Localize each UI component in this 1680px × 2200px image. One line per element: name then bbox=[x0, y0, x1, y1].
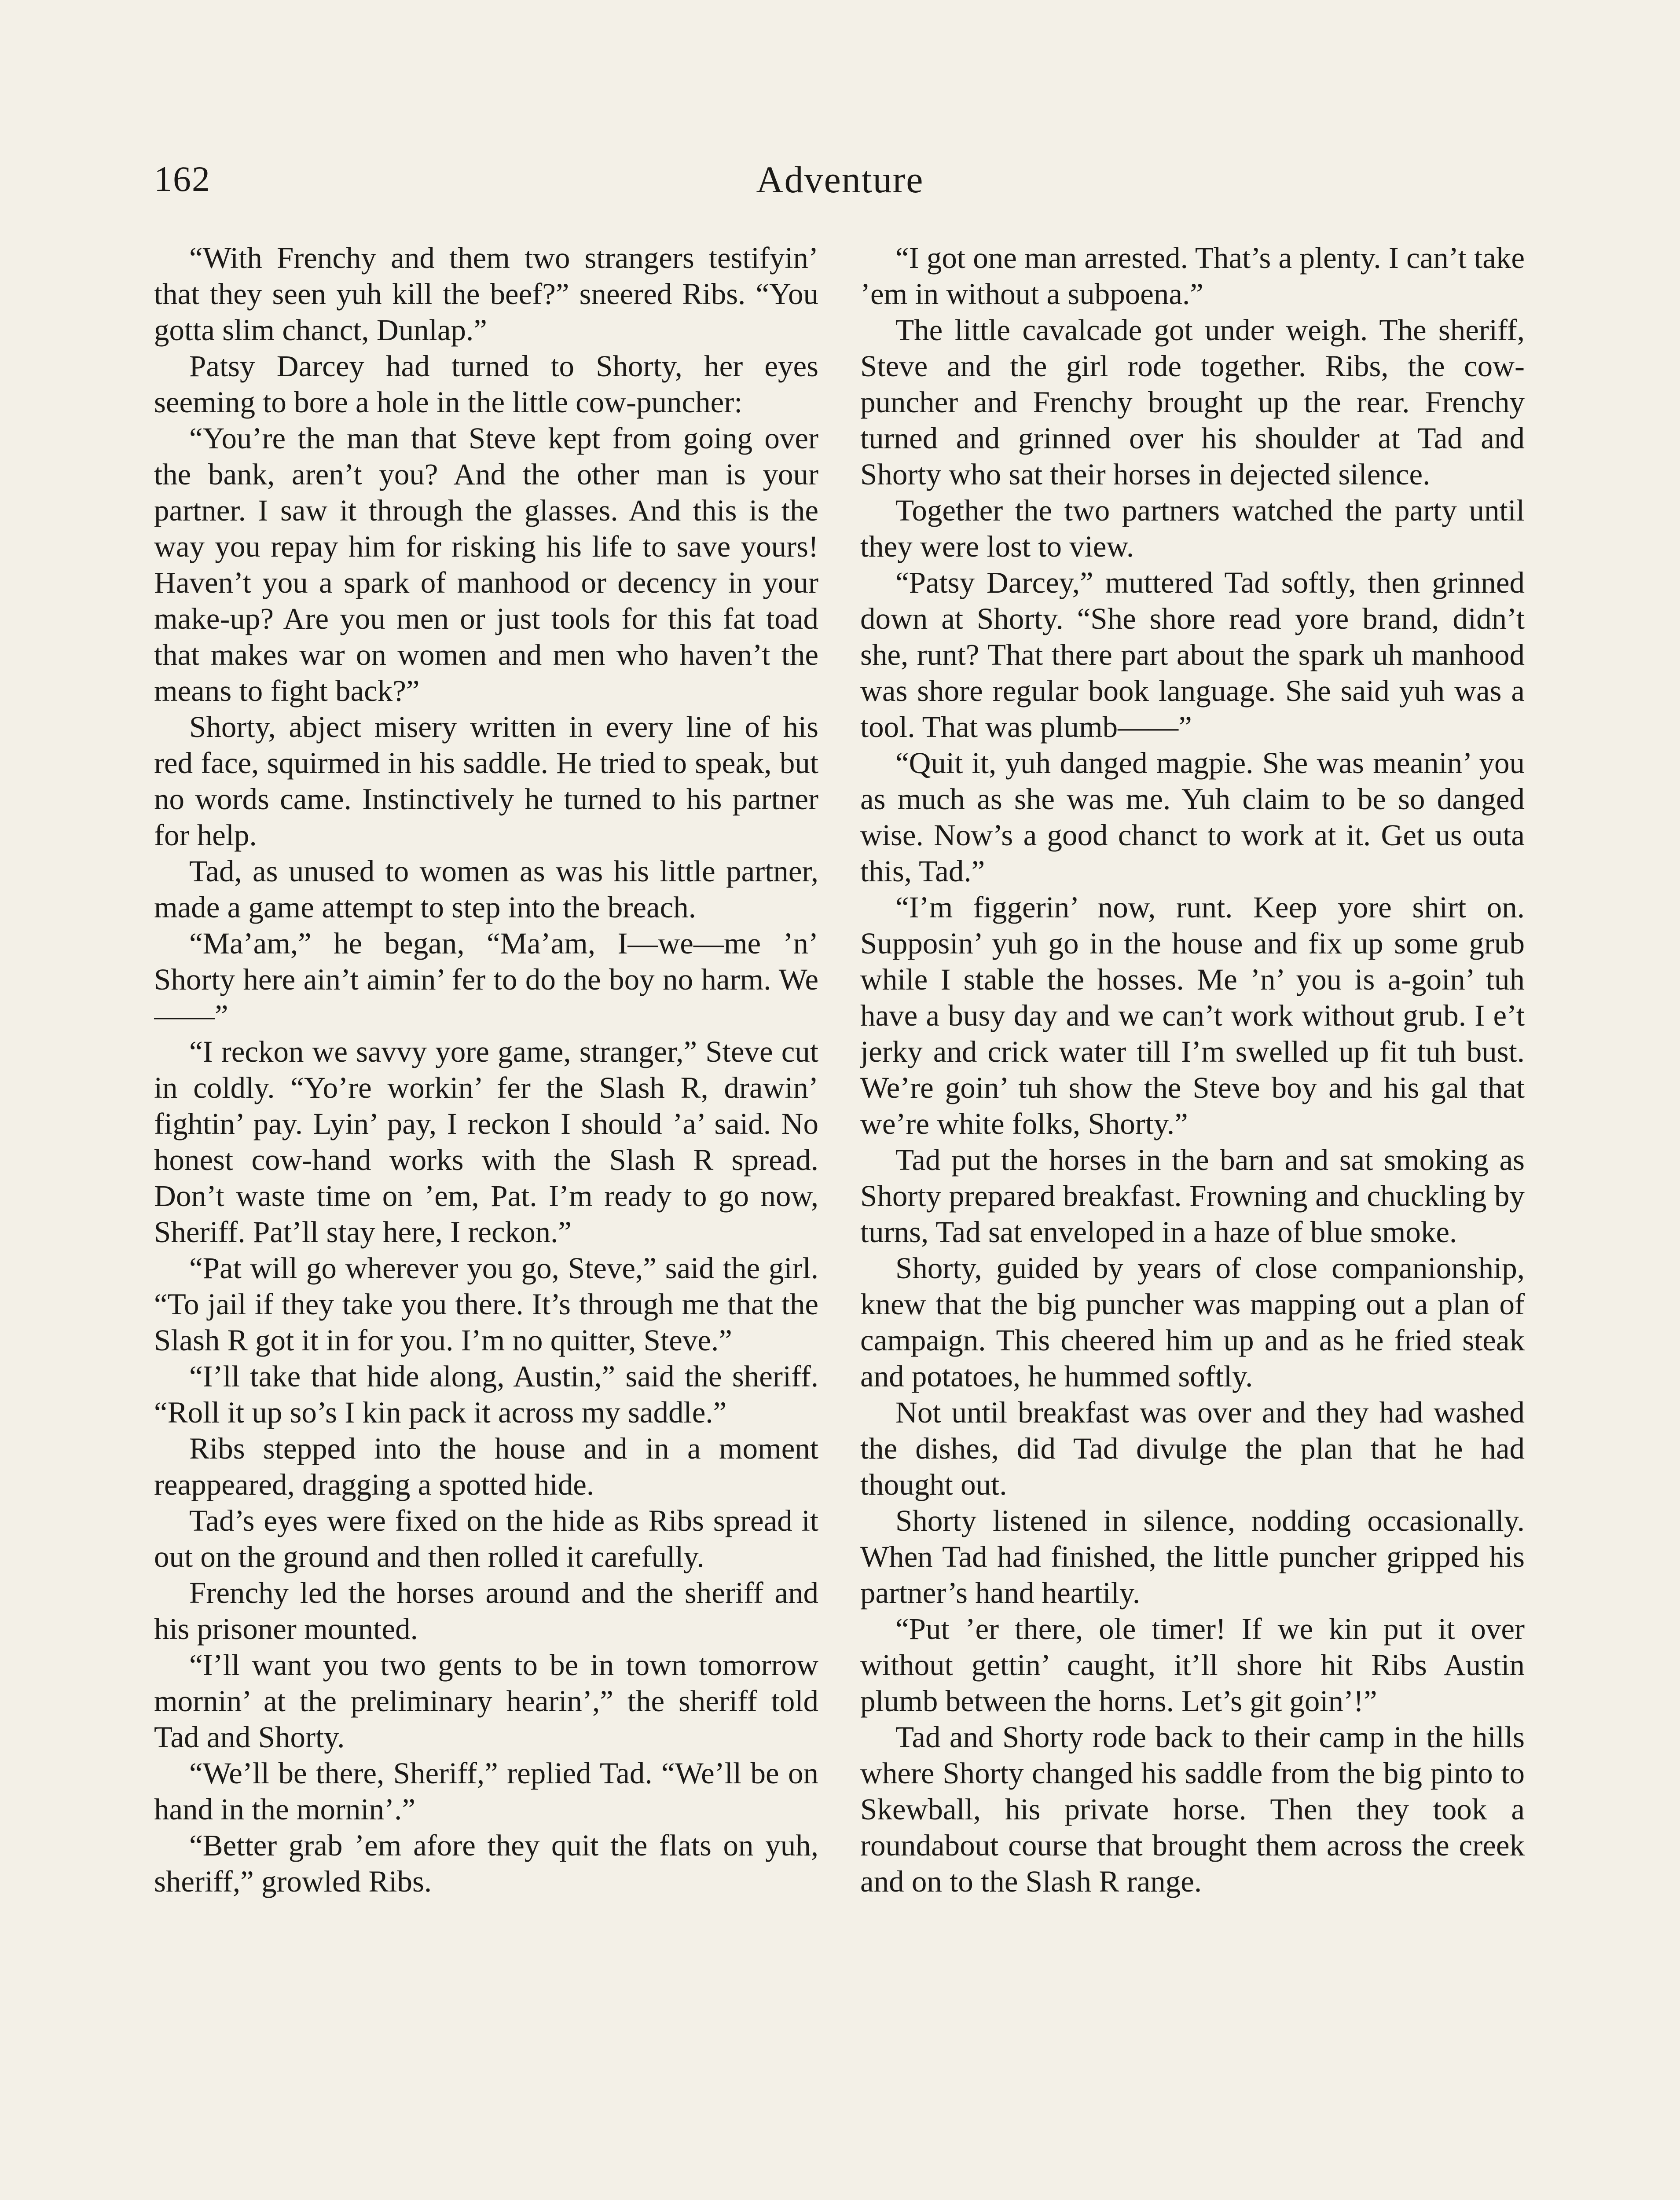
page-header bbox=[0, 150, 1680, 207]
paragraph: Not until breakfast was over and they had washed the dishes, did Tad divulge the plan that he had thought out. bbox=[860, 1396, 1525, 1501]
paragraph: “We’ll be there, Sheriff,” replied Tad. “We’ll be on hand in the mornin’.” bbox=[154, 1756, 818, 1826]
paragraph: “I got one man arrested. That’s a plenty. I can’t take ’em in without a subpoena.” bbox=[860, 241, 1525, 311]
paragraph: “With Frenchy and them two strangers testifyin’ that they seen yuh kill the beef?” sneered Ribs. “You gotta slim chanct, Dunlap.” bbox=[154, 241, 818, 347]
paragraph: “You’re the man that Steve kept from going over the bank, aren’t you? And the other man is your partner. I saw it through the glasses. And this is the way you repay him for risking his life to save yours! Haven’t you a spark of manhood or decency in your make-up? Are you men or just tools for this fat toad that makes war on women and men who haven’t the means to fight back?” bbox=[154, 422, 818, 708]
paragraph: The little cavalcade got under weigh. The sheriff, Steve and the girl rode together. Ribs, the cow-puncher and Frenchy brought up the rear. Frenchy turned and grinned over his shoulder at Tad and Shorty who sat their horses in dejected silence. bbox=[860, 313, 1525, 491]
paragraph: Shorty, abject misery written in every line of his red face, squirmed in his saddle. He tried to speak, but no words came. Instinctively he turned to his partner for help. bbox=[154, 710, 818, 852]
paragraph: “Patsy Darcey,” muttered Tad softly, then grinned down at Shorty. “She shore read yore brand, didn’t she, runt? That there part about the spark uh manhood was shore regular book language. She said yuh was a tool. That was plumb——” bbox=[860, 566, 1525, 744]
page-number: 162 bbox=[154, 159, 211, 199]
paragraph: Tad’s eyes were fixed on the hide as Ribs spread it out on the ground and then rolled it carefully. bbox=[154, 1504, 818, 1573]
paragraph: Ribs stepped into the house and in a moment reappeared, dragging a spotted hide. bbox=[154, 1432, 818, 1501]
paragraph: “I’ll take that hide along, Austin,” said the sheriff. “Roll it up so’s I kin pack it across my saddle.” bbox=[154, 1360, 818, 1429]
paragraph: “I’m figgerin’ now, runt. Keep yore shirt on. Supposin’ yuh go in the house and fix up some grub while I stable the hosses. Me ’n’ you is a-goin’ tuh have a busy day and we can’t work without grub. I e’t jerky and crick water till I’m swelled up fit tuh bust. We’re goin’ tuh show the Steve boy and his gal that we’re white folks, Shorty.” bbox=[860, 891, 1525, 1140]
paragraph: “Quit it, yuh danged magpie. She was meanin’ you as much as she was me. Yuh claim to be so danged wise. Now’s a good chanct to work at it. Get us outa this, Tad.” bbox=[860, 746, 1525, 888]
paragraph: Tad put the horses in the barn and sat smoking as Shorty prepared breakfast. Frowning and chuckling by turns, Tad sat enveloped in a haze of blue smoke. bbox=[860, 1143, 1525, 1249]
paragraph: Frenchy led the horses around and the sheriff and his prisoner mounted. bbox=[154, 1576, 818, 1646]
left-column bbox=[154, 240, 818, 2200]
paragraph: “I reckon we savvy yore game, stranger,” Steve cut in coldly. “Yo’re workin’ fer the Slash R, drawin’ fightin’ pay. Lyin’ pay, I reckon I should ’a’ said. No honest cow-hand works with the Slash R spread. Don’t waste time on ’em, Pat. I’m ready to go now, Sheriff. Pat’ll stay here, I reckon.” bbox=[154, 1035, 818, 1249]
paragraph: “Pat will go wherever you go, Steve,” said the girl. “To jail if they take you there. It’s through me that the Slash R got it in for you. I’m no quitter, Steve.” bbox=[154, 1251, 818, 1357]
right-column bbox=[860, 240, 1525, 2200]
paragraph: Tad and Shorty rode back to their camp in the hills where Shorty changed his saddle from the big pinto to Skewball, his private horse. Then they took a roundabout course that brought them across the creek and on to the Slash R range. bbox=[860, 1720, 1525, 1898]
paragraph: “I’ll want you two gents to be in town tomorrow mornin’ at the preliminary hearin’,” the sheriff told Tad and Shorty. bbox=[154, 1648, 818, 1754]
paragraph: “Better grab ’em afore they quit the flats on yuh, sheriff,” growled Ribs. bbox=[154, 1829, 818, 1898]
paragraph: “Put ’er there, ole timer! If we kin put it over without gettin’ caught, it’ll shore hit Ribs Austin plumb between the horns. Let’s git goin’!” bbox=[860, 1612, 1525, 1718]
paragraph: Together the two partners watched the party until they were lost to view. bbox=[860, 494, 1525, 563]
paragraph: Patsy Darcey had turned to Shorty, her eyes seeming to bore a hole in the little cow-puncher: bbox=[154, 349, 818, 419]
paragraph: Shorty listened in silence, nodding occasionally. When Tad had finished, the little puncher gripped his partner’s hand heartily. bbox=[860, 1504, 1525, 1610]
paragraph: “Ma’am,” he began, “Ma’am, I—we—me ’n’ Shorty here ain’t aimin’ fer to do the boy no harm. We——” bbox=[154, 927, 818, 1032]
paragraph: Shorty, guided by years of close companionship, knew that the big puncher was mapping out a plan of campaign. This cheered him up and as he fried steak and potatoes, he hummed softly. bbox=[860, 1251, 1525, 1393]
magazine-title: Adventure bbox=[756, 158, 924, 201]
paragraph: Tad, as unused to women as was his little partner, made a game attempt to step into the breach. bbox=[154, 854, 818, 924]
